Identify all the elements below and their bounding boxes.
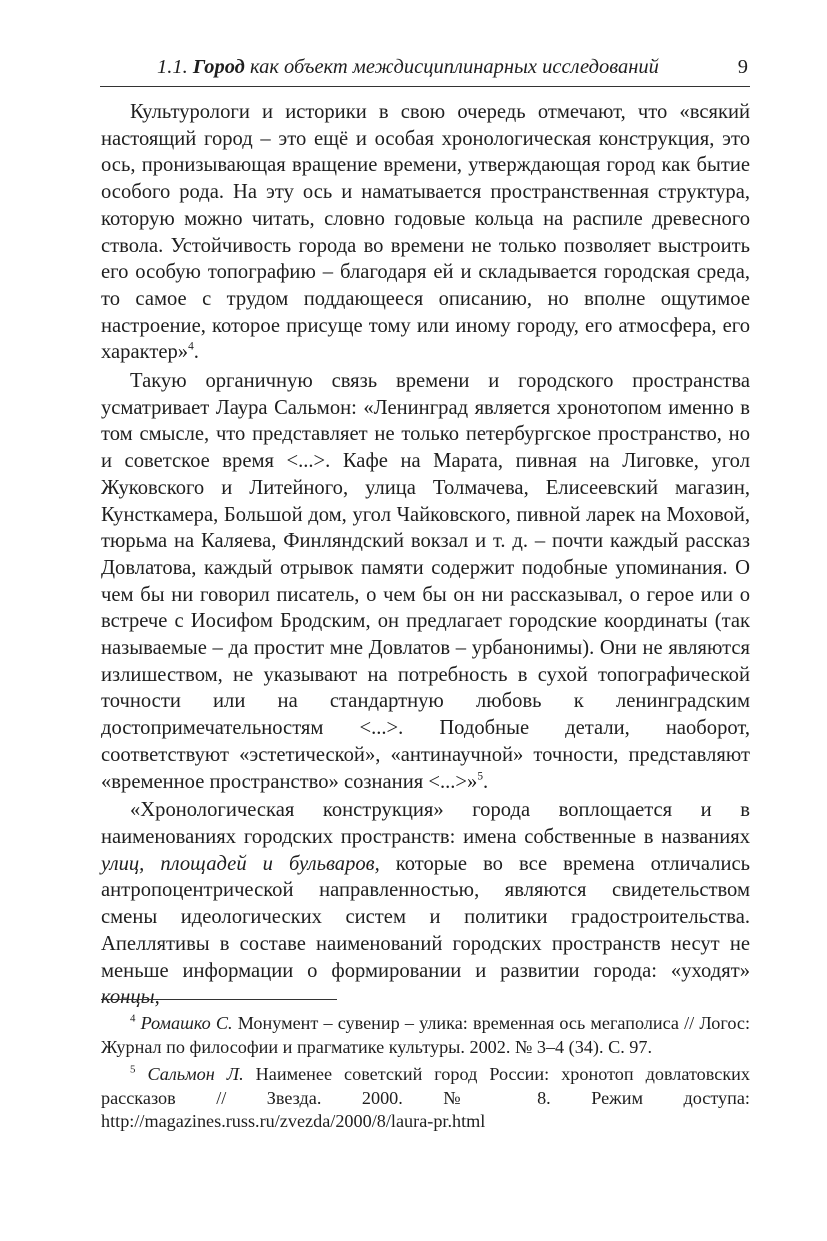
page-number: 9 [737,56,748,78]
footnote-4-text: Монумент – сувенир – улика: временная ось мегаполиса // Логос: Журнал по философии и прагматике культуры. 2002. № 3–4 (34). С. 97. [101,1013,751,1057]
section-title-rest: как объект междисциплинарных исследований [249,56,659,78]
paragraph-2 [101,368,750,795]
paragraph-2-text: Такую органичную связь времени и городского пространства усматривает Лаура Сальмон: «Ленинград является хронотопом именно в том смысле, что представляет не только петербургское пространство, но и советское время <...>. Кафе на Марата, пивная на Лиговке, угол Жуковского и Литейного, улица Толмачева, Елисеевский магазин, Кунсткамера, Большой дом, угол Чайковского, пивной ларек на Моховой, тюрьма на Каляева, Финляндский вокзал и т. д. – почти каждый рассказ Довлатова, каждый отрывок памяти содержит подобные упоминания. О чем бы ни говорил писатель, о чем бы он ни рассказывал, о герое или о встрече с Иосифом Бродским, он предлагает городские координаты (так называемые – да простит мне Довлатов – урбанонимы). Они не являются излишеством, не указывают на потребность в сухой топографической точности или на стандартную любовь к ленинградским достопримечательностям <...>. Подобные детали, наоборот, соответствуют «эстетической», «антинаучной» точности, представляют «временное пространство» сознания <...>» [101,370,750,793]
paragraph-3-italic-b: концы, [101,986,160,1009]
footnotes [101,1012,750,1134]
footnote-ref-4: 4 [188,340,194,353]
footnote-4-number: 4 [130,1012,136,1025]
footnote-5-number: 5 [130,1063,136,1076]
footnote-4 [101,1012,750,1059]
footnote-5-text: Наименее советский город России: хронотоп довлатовских рассказов // Звезда. 2000. № 8. Режим доступа: http://magazines.russ.ru/zvezda/2000/8/laura-pr.html [101,1064,750,1132]
footnote-ref-5: 5 [477,770,483,783]
section-title [157,56,659,79]
main-text [101,99,750,1011]
paragraph-2-end: . [483,770,489,793]
running-header [100,52,750,82]
header-rule [100,86,750,87]
paragraph-3-italic-a: улиц, площадей и бульваров, [101,852,380,875]
footnote-4-author: Ромашко С. [140,1013,233,1033]
paragraph-1 [101,99,750,366]
paragraph-3 [101,797,750,1011]
footnote-5-author: Сальмон Л. [147,1064,244,1085]
section-number: 1.1. [157,56,188,78]
paragraph-3-text-a: «Хронологическая конструкция» города воплощается и в наименованиях городских пространств: имена собственные в названиях [101,799,750,848]
paragraph-1-end: . [193,341,199,364]
footnote-5 [101,1063,750,1134]
paragraph-3-text-b: которые во все времена отличались антропоцентрической направленностью, являются свидетельством смены идеологических систем и политики градостроительства. Апеллятивы в составе наименований городских пространств несут не меньше информации о формировании и развитии города: «уходят» [101,852,750,982]
section-title-bold: Город [192,56,245,78]
footnote-rule [101,999,337,1000]
paragraph-1-text: Культурологи и историки в свою очередь отмечают, что «всякий настоящий город – это ещё и особая хронологическая конструкция, это ось, пронизывающая вращение времени, утверждающая город как бытие особого рода. На эту ось и наматывается пространственная структура, которую можно читать, словно годовые кольца на распиле древесного ствола. Устойчивость города во времени не только позволяет выстроить его особую топографию – благодаря ей и складывается городская среда, то самое с трудом поддающееся описанию, но вполне ощутимое настроение, которое присуще тому или иному городу, его атмосфера, его характер» [101,101,750,364]
